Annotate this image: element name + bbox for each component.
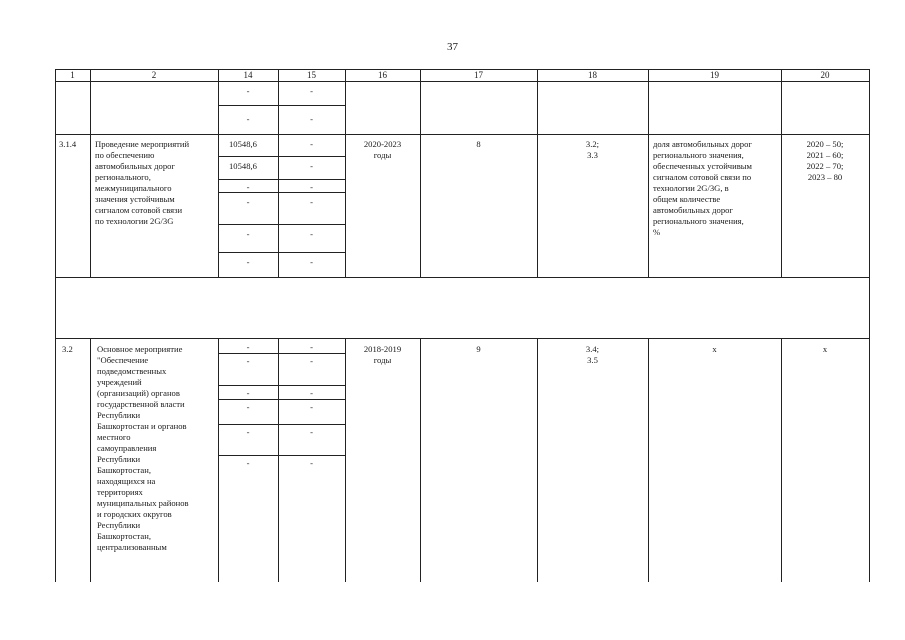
cell-period: 2018-2019 [363,344,402,354]
row-name-line: подведомственных [97,366,167,376]
target-line: 2021 – 60; [806,150,844,160]
cell-c15: - [310,182,313,192]
cell-c14: - [246,86,250,96]
row-name-line: межмуниципального [95,183,172,193]
cell-c14: 10548,6 [229,139,257,149]
indicator-line: общем количестве [653,194,721,204]
row-name-line: Республики [97,410,141,420]
cell-c14: - [246,197,250,207]
indicator-line: регионального значения, [653,216,744,226]
row-name-line: Башкортостан, [97,465,151,475]
indicator-line: % [653,227,661,237]
row-name-line: по технологии 2G/3G [95,216,174,226]
cell-c15: - [310,402,313,412]
row-name-line: регионального, [95,172,151,182]
row-name-line: "Обеспечение [97,355,149,365]
cell-c14: - [246,257,250,267]
page-number: 37 [447,41,458,53]
cell-c14: - [246,356,250,366]
target-line: 2020 – 50; [806,139,844,149]
header-col-17: 17 [474,70,483,80]
row-name-line: и городских округов [97,509,172,519]
cell-c20: х [822,344,828,354]
row-name-line: Республики [97,520,141,530]
row-name-line: сигналом сотовой связи [95,205,183,215]
cell-c15: - [310,458,313,468]
cell-c15: - [310,257,313,267]
indicator-line: регионального значения, [653,150,744,160]
row-name-line: (организаций) органов [97,388,180,398]
cell-c15: - [310,139,313,149]
row-name-line: территориях [97,487,143,497]
row-name-line: Башкортостан и органов [97,421,187,431]
row-name-line: самоуправления [97,443,157,453]
cell-c18: 3.2; [585,139,600,149]
indicator-line: технологии 2G/3G, в [653,183,729,193]
header-col-20: 20 [820,70,830,80]
cell-c15: - [310,229,313,239]
header-col-18: 18 [588,70,597,80]
row-name-line: по обеспечению [95,150,155,160]
cell-c15: - [310,86,313,96]
header-col-14: 14 [243,70,253,80]
header-col-1: 1 [70,70,75,80]
target-line: 2023 – 80 [807,172,843,182]
cell-c14: - [246,342,250,352]
cell-period: 2020-2023 [363,139,402,149]
cell-c19: х [712,344,717,354]
cell-c15: - [310,356,313,366]
indicator-line: сигналом сотовой связи по [653,172,752,182]
cell-c18: 3.3 [587,150,598,160]
cell-c18: 3.4; [585,344,600,354]
row-name-line: централизованным [97,542,167,552]
row-name-line: автомобильных дорог [95,161,175,171]
row-name-line: находящихся на [97,476,156,486]
indicator-line: автомобильных дорог [653,205,733,215]
cell-c15: - [310,427,313,437]
cell-c15: - [310,342,313,352]
header-col-19: 19 [710,70,719,80]
indicator-line: обеспеченных устойчивым [653,161,752,171]
indicator-line: доля автомобильных дорог [653,139,752,149]
row-name-line: Проведение мероприятий [95,139,190,149]
cell-c14: - [246,229,250,239]
cell-c17: 9 [476,344,481,354]
row-name-line: Башкортостан, [97,531,151,541]
row-name-line: Республики [97,454,141,464]
cell-period: годы [373,150,392,160]
cell-c17: 8 [476,139,481,149]
cell-c15: - [310,114,313,124]
cell-c14: - [246,427,250,437]
cell-c15: - [310,161,313,171]
row-name-line: учреждений [97,377,142,387]
cell-c18: 3.5 [587,355,598,365]
target-line: 2022 – 70; [806,161,844,171]
cell-c14: - [246,388,250,398]
row-name-line: местного [97,432,131,442]
row-id: 3.1.4 [59,139,77,149]
cell-c14: 10548,6 [229,161,257,171]
cell-c14: - [246,402,250,412]
cell-c15: - [310,388,313,398]
row-name-line: муниципальных районов [97,498,189,508]
cell-c14: - [246,114,250,124]
cell-c15: - [310,197,313,207]
cell-c14: - [246,458,250,468]
header-col-2: 2 [151,70,157,80]
cell-c14: - [246,182,250,192]
row-name-line: значения устойчивым [95,194,175,204]
cell-period: годы [373,355,392,365]
row-name-line: государственной власти [97,399,185,409]
row-name-line: Основное мероприятие [97,344,183,354]
header-col-16: 16 [378,70,387,80]
row-id: 3.2 [62,344,73,354]
header-col-15: 15 [307,70,316,80]
